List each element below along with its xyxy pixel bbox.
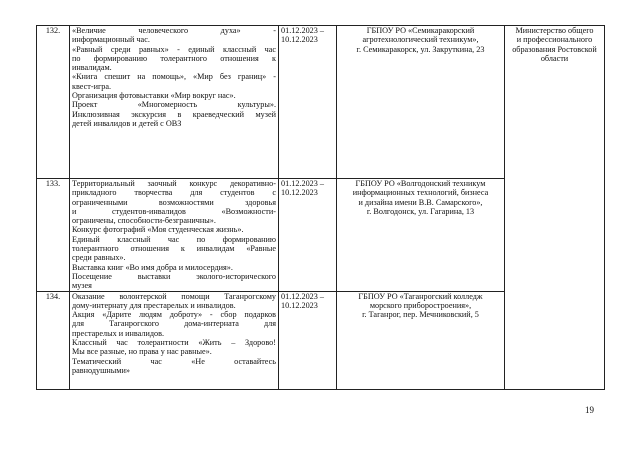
- event-line: Посещение выставки эколого-исторического: [72, 271, 276, 281]
- event-line: Оказание волонтерской помощи Таганрогскому: [72, 291, 276, 301]
- event-line: Организация фотовыставки «Мир вокруг нас».: [72, 91, 236, 101]
- event-description: [70, 291, 279, 389]
- events-table-body: [37, 26, 605, 390]
- row-number: 133.: [37, 179, 70, 292]
- event-line: Акция «Дарите людям доброту» - сбор подарков: [72, 310, 276, 320]
- table-row: [37, 26, 605, 179]
- event-description: [70, 26, 279, 179]
- organization-line: агротехнологический техникум»,: [362, 35, 479, 45]
- event-description: [70, 179, 279, 292]
- organization-line: г. Волгодонск, ул. Гагарина, 13: [366, 206, 475, 216]
- event-line: ограниченными возможностями здоровья: [72, 197, 276, 207]
- event-line: престарелых и инвалидов.: [72, 328, 165, 338]
- event-line: «Величие человеческого духа» -: [72, 26, 276, 35]
- event-line: Территориальный заочный конкурс декоративно-: [72, 179, 276, 188]
- event-line: Единый классный час по формированию: [72, 234, 276, 244]
- event-line: инвалидам.: [72, 63, 112, 73]
- event-line: «Равный среди равных» - единый классный час: [72, 44, 276, 54]
- date-line: 01.12.2023 –: [281, 291, 324, 301]
- row-number: 132.: [37, 26, 70, 179]
- event-line: прикладного творчества для студентов с: [72, 188, 276, 198]
- organization: [337, 26, 505, 179]
- event-line: Конкурс фотографий «Моя студенческая жизнь».: [72, 225, 244, 235]
- event-line: и студентов-инвалидов «Возможности-: [72, 206, 276, 216]
- responsible-line: образования Ростовской: [512, 44, 597, 54]
- event-dates: [279, 26, 337, 179]
- event-line: для Таганрогского дома-интерната для: [72, 319, 276, 329]
- event-line: толерантного отношения к инвалидам «Равные: [72, 244, 276, 254]
- events-table: [36, 25, 605, 390]
- responsible-line: и профессионального: [516, 35, 593, 45]
- date-line: 10.12.2023: [281, 35, 318, 45]
- event-dates: [279, 291, 337, 389]
- organization-line: ГБПОУ РО «Волгодонский техникум: [355, 179, 486, 188]
- event-line: Мы все разные, но права у нас равные».: [72, 347, 212, 357]
- event-line: по формированию толерантного отношения к: [72, 53, 276, 63]
- organization-line: ГБПОУ РО «Семикаракорский: [366, 26, 475, 35]
- responsible-line: области: [540, 53, 569, 63]
- event-line: Инклюзивная экскурсия в краеведческий музей: [72, 109, 276, 119]
- date-line: 01.12.2023 –: [281, 26, 324, 35]
- date-line: 10.12.2023: [281, 188, 318, 198]
- organization: [337, 179, 505, 292]
- date-line: 10.12.2023: [281, 300, 318, 310]
- organization: [337, 291, 505, 389]
- organization-line: ГБПОУ РО «Таганрогский колледж: [358, 291, 483, 301]
- event-line: Тематический час «Не оставайтесь: [72, 356, 276, 366]
- organization-line: г. Семикаракорск, ул. Закруткина, 23: [356, 44, 485, 54]
- event-line: ограничены, способности-безграничны».: [72, 216, 216, 226]
- date-line: 01.12.2023 –: [281, 179, 324, 188]
- event-line: среди равных».: [72, 253, 126, 263]
- event-dates: [279, 179, 337, 292]
- organization-line: морского приборостроения»,: [369, 300, 472, 310]
- responsible-body: [505, 26, 605, 390]
- event-line: «Книга спешит на помощь», «Мир без границ» -: [72, 72, 276, 82]
- event-line: Выставка книг «Во имя добра и милосердия».: [72, 262, 233, 272]
- responsible-line: Министерство общего: [515, 26, 594, 35]
- organization-line: и дизайна имени В.В. Самарского»,: [358, 197, 483, 207]
- event-line: Классный час толерантности «Жить – Здорово!: [72, 338, 276, 348]
- page-number: 19: [585, 405, 594, 415]
- row-number: 134.: [37, 291, 70, 389]
- event-line: квест-игра.: [72, 81, 112, 91]
- organization-line: г. Таганрог, пер. Мечниковский, 5: [362, 310, 479, 320]
- event-line: детей инвалидов и детей с ОВЗ: [72, 118, 182, 128]
- event-line: музея: [72, 281, 92, 291]
- event-line: информационный час.: [72, 35, 150, 45]
- event-line: дому-интернату для престарелых и инвалидов.: [72, 300, 236, 310]
- event-line: Проект «Многомерность культуры».: [72, 100, 276, 110]
- organization-line: информационных технологий, бизнеса: [352, 188, 489, 198]
- event-line: равнодушными»: [72, 365, 130, 375]
